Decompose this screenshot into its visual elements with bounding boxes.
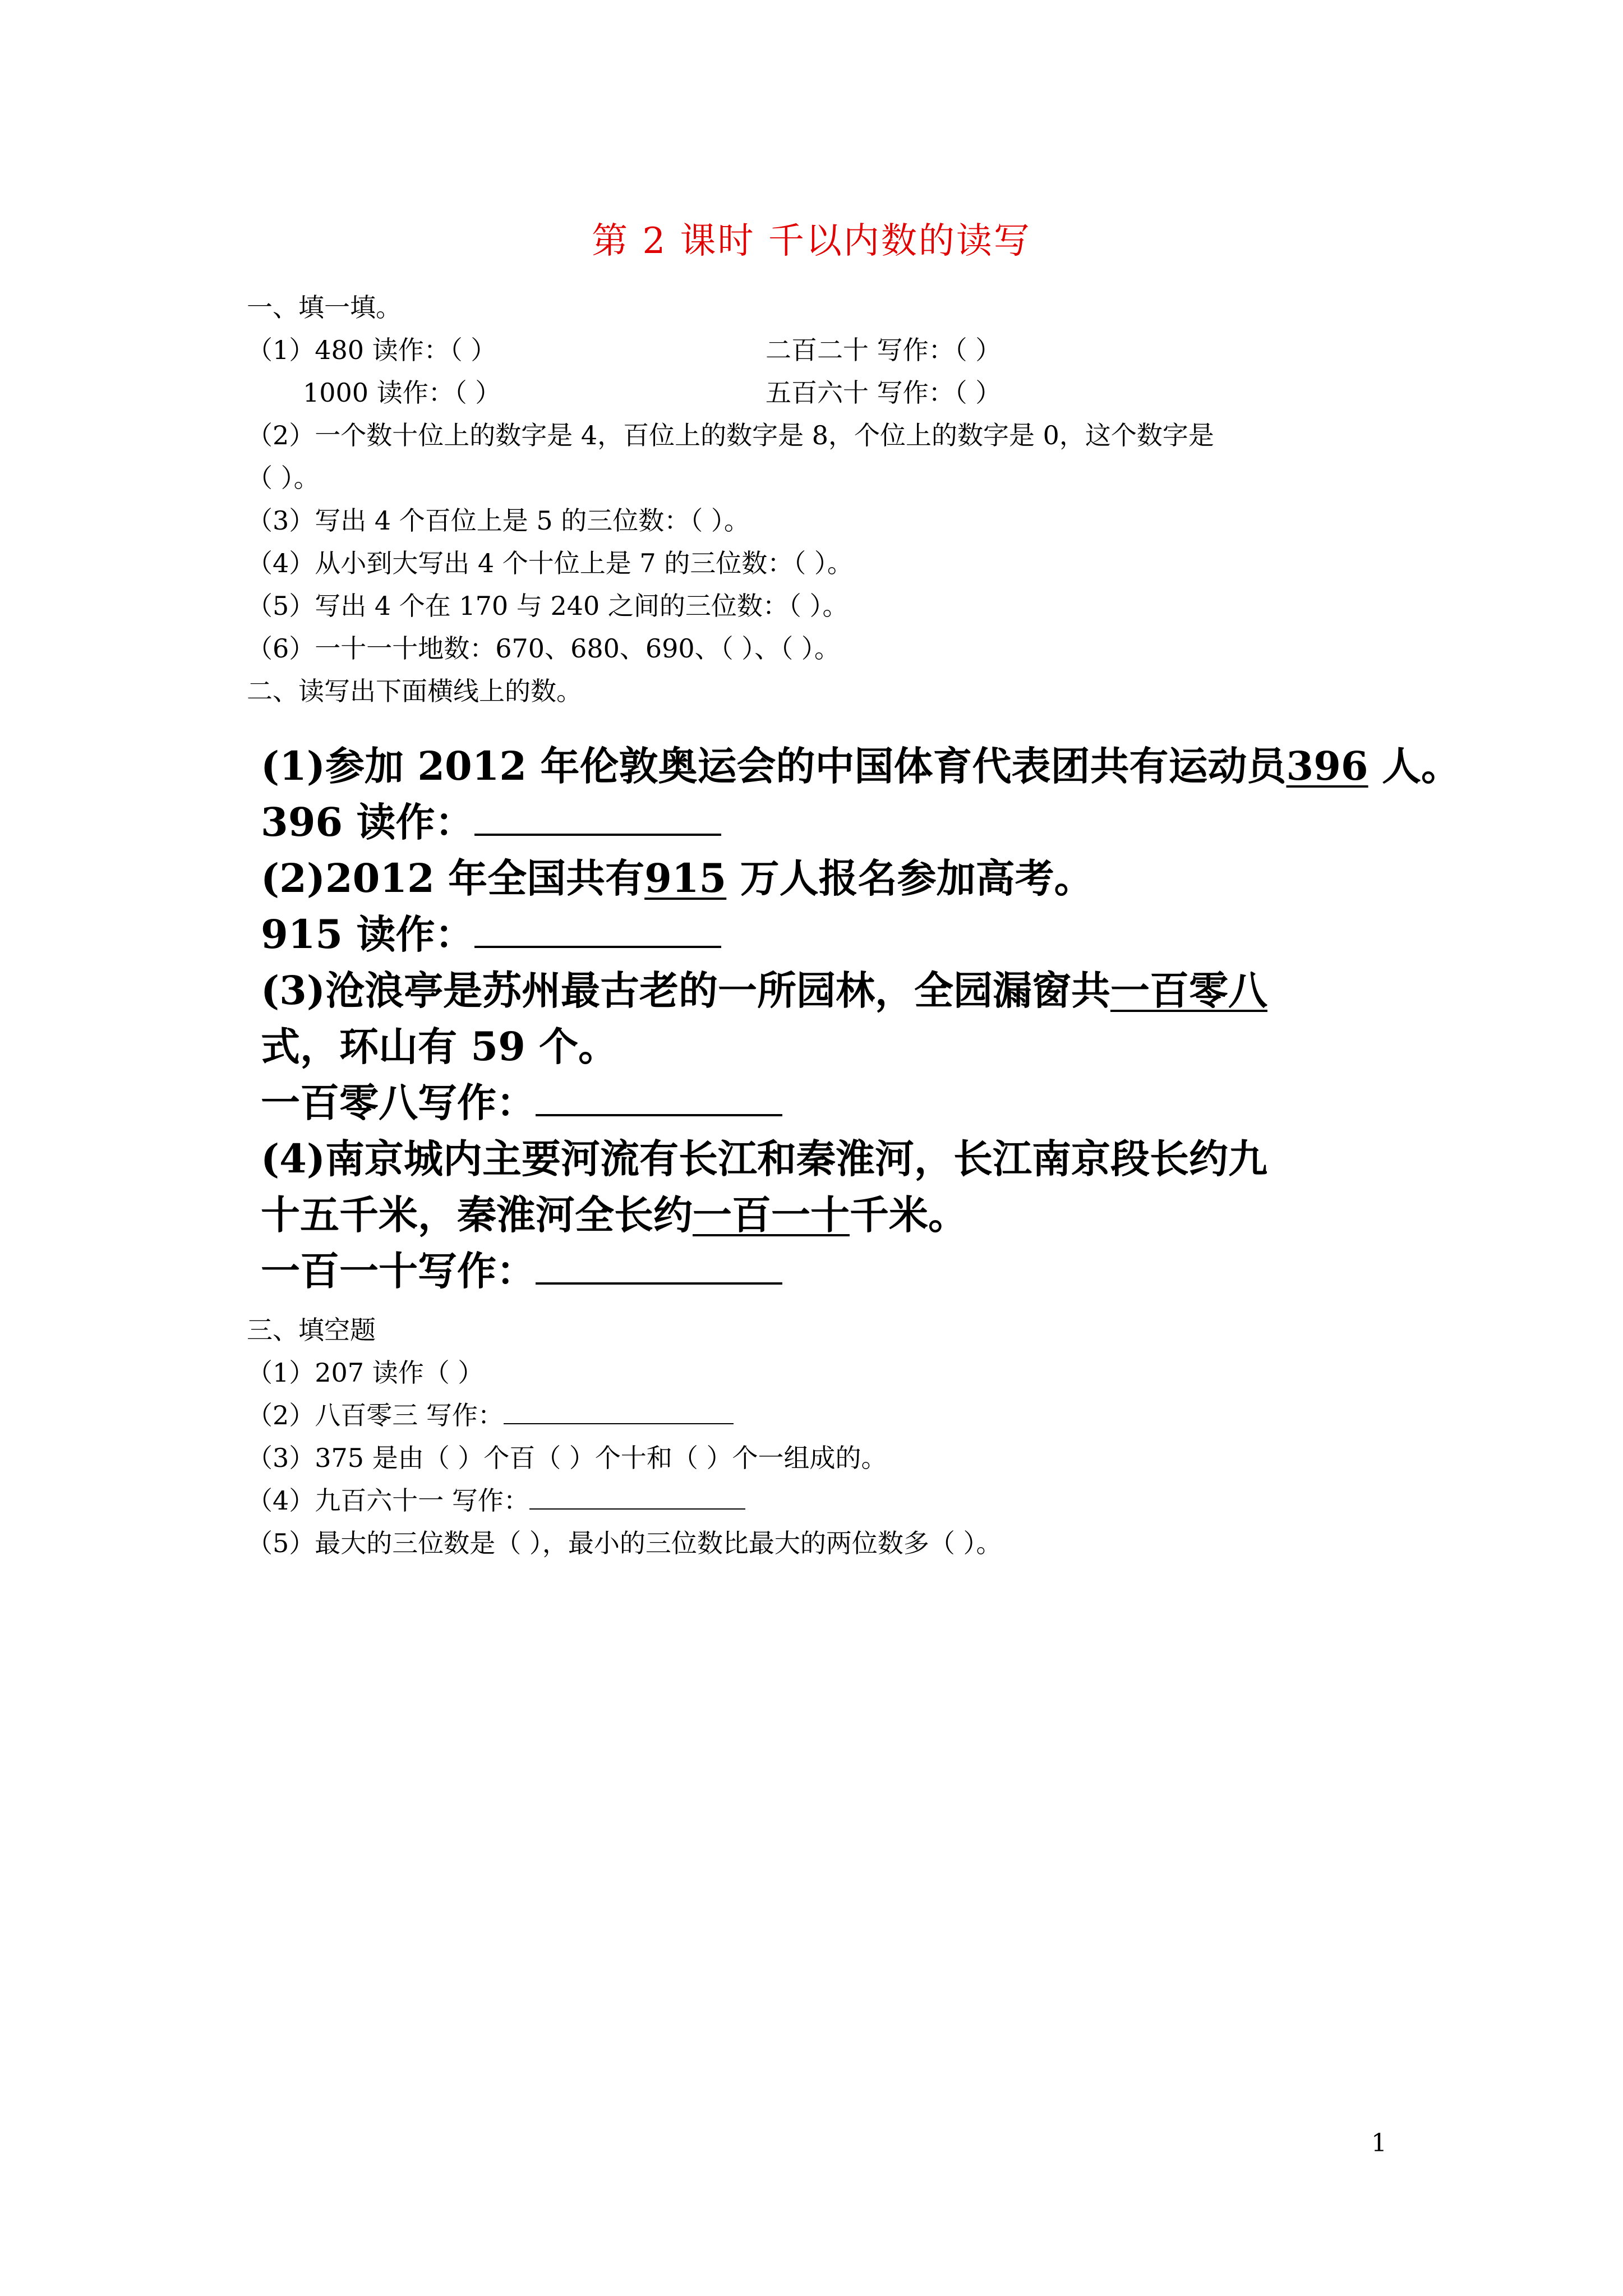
section1-heading: 一、填一填。 [247,292,402,323]
section2-p3-line2: 式，环山有 59 个。 [261,1023,618,1070]
p2-text-post: 万人报名参加高考。 [726,855,1094,901]
section1-q1b: 二百二十 写作：（ ） [766,335,1002,365]
p1-text-post: 人。 [1368,743,1461,789]
section3-q3: （3）375 是由（ ）个百（ ）个十和（ ）个一组成的。 [247,1443,887,1473]
p1-answer-blank[interactable] [474,801,721,836]
section2-p3-line1 [261,959,1267,1016]
section2-p2 [261,847,1094,904]
p3-text-pre: (3)沧浪亭是苏州最古老的一所园林，全园漏窗共 [261,967,1110,1014]
p3-underlined-number: 一百零八 [1110,967,1267,1014]
p2-underlined-number: 915 [644,855,727,901]
section1-q2-line2: （ ）。 [247,463,320,493]
section3-q2-label: （2）八百零三 写作： [247,1400,504,1430]
section1-q3: （3）写出 4 个百位上是 5 的三位数：（ ）。 [247,505,750,536]
section2-p1-answer [261,791,721,848]
section1-q6: （6）一十一十地数：670、680、690、（ ）、（ ）。 [247,633,840,664]
p4-text-pre: 十五千米，秦淮河全长约 [261,1191,693,1238]
section1-q1c: 1000 读作：（ ） [303,378,501,408]
section2-p2-answer [261,903,721,960]
section3-q4 [247,1480,745,1517]
p4-text-post: 千米。 [850,1191,967,1238]
p3-answer-blank[interactable] [536,1082,782,1116]
section3-q4-blank[interactable] [529,1486,745,1510]
section1-q2-line1: （2）一个数十位上的数字是 4，百位上的数字是 8，个位上的数字是 0，这个数字是 [247,420,1214,450]
p1-read-label: 396 读作： [261,799,474,845]
section1-q1d: 五百六十 写作：（ ） [766,378,1002,408]
p2-answer-blank[interactable] [474,913,721,948]
section3-q5: （5）最大的三位数是（ ），最小的三位数比最大的两位数多（ ）。 [247,1528,1002,1558]
p4-answer-blank[interactable] [536,1250,782,1285]
section1-q1a: （1）480 读作：（ ） [247,335,497,365]
section2-p1 [261,735,1460,792]
p4-underlined-number: 一百一十 [693,1191,850,1238]
section3-q4-label: （4）九百六十一 写作： [247,1485,529,1516]
section1-q5: （5）写出 4 个在 170 与 240 之间的三位数：（ ）。 [247,591,849,621]
section2-p3-answer [261,1071,782,1128]
section3-q1: （1）207 读作（ ） [247,1358,484,1388]
page-title: 第 2 课时 千以内数的读写 [592,220,1031,262]
section1-q4: （4）从小到大写出 4 个十位上是 7 的三位数：（ ）。 [247,548,853,578]
page-number: 1 [1371,2129,1387,2157]
section2-p4-line1: (4)南京城内主要河流有长江和秦淮河，长江南京段长约九 [261,1135,1267,1182]
section3-heading: 三、填空题 [247,1315,376,1345]
section2-p4-line2 [261,1184,967,1240]
section2-heading: 二、读写出下面横线上的数。 [247,676,582,706]
p1-text-pre: (1)参加 2012 年伦敦奥运会的中国体育代表团共有运动员 [261,743,1287,789]
section3-q2-blank[interactable] [504,1401,734,1424]
p4-write-label: 一百一十写作： [261,1248,536,1294]
p1-underlined-number: 396 [1286,743,1368,789]
p3-write-label: 一百零八写作： [261,1079,536,1126]
section3-q2 [247,1395,734,1432]
p2-text-pre: (2)2012 年全国共有 [261,855,645,901]
section2-p4-answer [261,1240,782,1296]
p2-read-label: 915 读作： [261,911,474,958]
